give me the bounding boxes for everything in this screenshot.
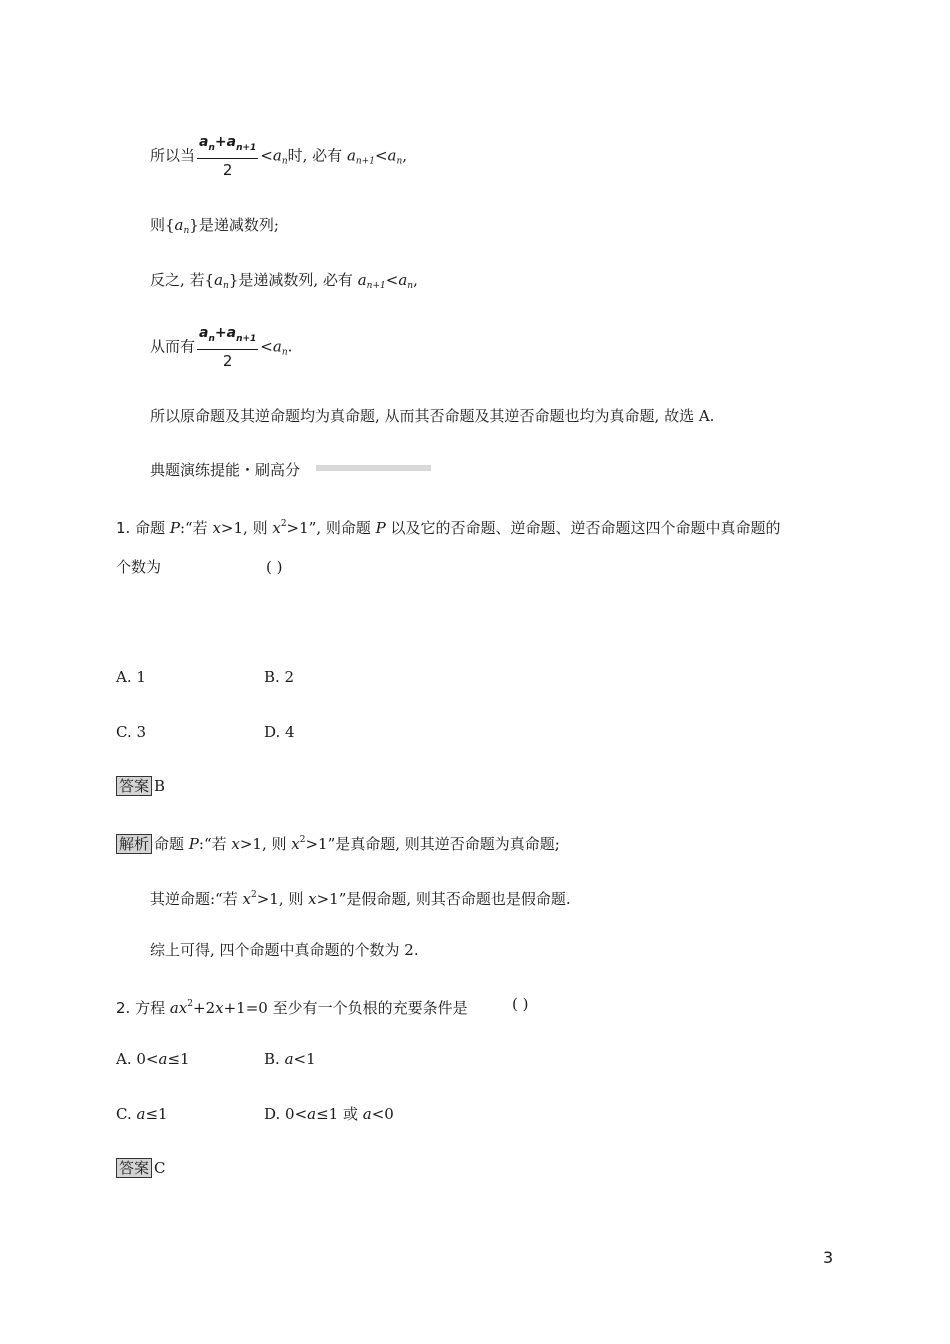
q2-option-c: C. a≤1 xyxy=(116,1105,168,1123)
question-1-paren: ( ) xyxy=(266,558,283,576)
q1-option-a: A. 1 xyxy=(116,668,146,686)
q2-option-a: A. 0<a≤1 xyxy=(116,1050,190,1068)
q1-analysis-line-2: 其逆命题:“若 $x^2>1$, 则 x>1”是假命题, 则其否命题也是假命题. xyxy=(150,890,571,908)
q1-option-c: C. 3 xyxy=(116,723,147,741)
q1-option-b: B. 2 xyxy=(264,668,295,686)
text: 所以当 xyxy=(150,146,196,165)
page-number: 3 xyxy=(823,1248,834,1267)
proof-conclusion: 所以原命题及其逆命题均为真命题, 从而其否命题及其逆否命题也均为真命题, 故选 A. xyxy=(150,407,715,425)
fraction: $\frac{a_n+a_{n+1}}{2}$ xyxy=(199,134,257,179)
proof-line-4: 从而有 $\frac{a_n+a_{n+1}}{2}$ $<a_n$. xyxy=(150,325,293,370)
question-1-line-2: 个数为 xyxy=(116,558,162,576)
question-2: 2. 方程 $ax^2+2x+1=0$ 至少有一个负根的充要条件是 xyxy=(116,999,468,1017)
q2-option-d: D. 0<a≤1 或 a<0 xyxy=(264,1105,394,1123)
q1-option-d: D. 4 xyxy=(264,723,295,741)
section-heading-bar xyxy=(316,465,431,471)
fraction: $\frac{a_n+a_{n+1}}{2}$ xyxy=(199,325,257,370)
question-2-paren: ( ) xyxy=(512,995,529,1013)
q1-analysis-line-3: 综上可得, 四个命题中真命题的个数为 2. xyxy=(150,941,419,959)
analysis-tag: 解析 xyxy=(116,834,152,854)
q2-answer: 答案 C xyxy=(116,1157,166,1179)
proof-line-3: 反之, 若$\{a_n\}$是递减数列, 必有 $a_{n+1}<a_n$, xyxy=(150,271,418,291)
proof-line-1: 所以当 $\frac{a_n+a_{n+1}}{2}$ $<a_n$时, 必有 $a_{n+1}<a_n$, xyxy=(150,134,408,179)
question-1-line-1: 1. 命题 P:“若 x>1, 则 $x^2>1$”, 则命题 P 以及它的否命题、逆命题、逆否命题这四个命题中真命题的 xyxy=(116,519,781,537)
answer-tag: 答案 xyxy=(116,1158,152,1178)
q1-analysis-line-1: 解析 命题 P:“若 x>1, 则 $x^2>1$”是真命题, 则其逆否命题为真命题; xyxy=(116,829,560,855)
q2-option-b: B. a<1 xyxy=(264,1050,316,1068)
q1-answer: 答案 B xyxy=(116,775,165,797)
section-heading: 典题演练提能・刷高分 xyxy=(150,461,301,479)
answer-tag: 答案 xyxy=(116,776,152,796)
proof-line-2: 则$\{a_n\}$是递减数列; xyxy=(150,216,279,236)
